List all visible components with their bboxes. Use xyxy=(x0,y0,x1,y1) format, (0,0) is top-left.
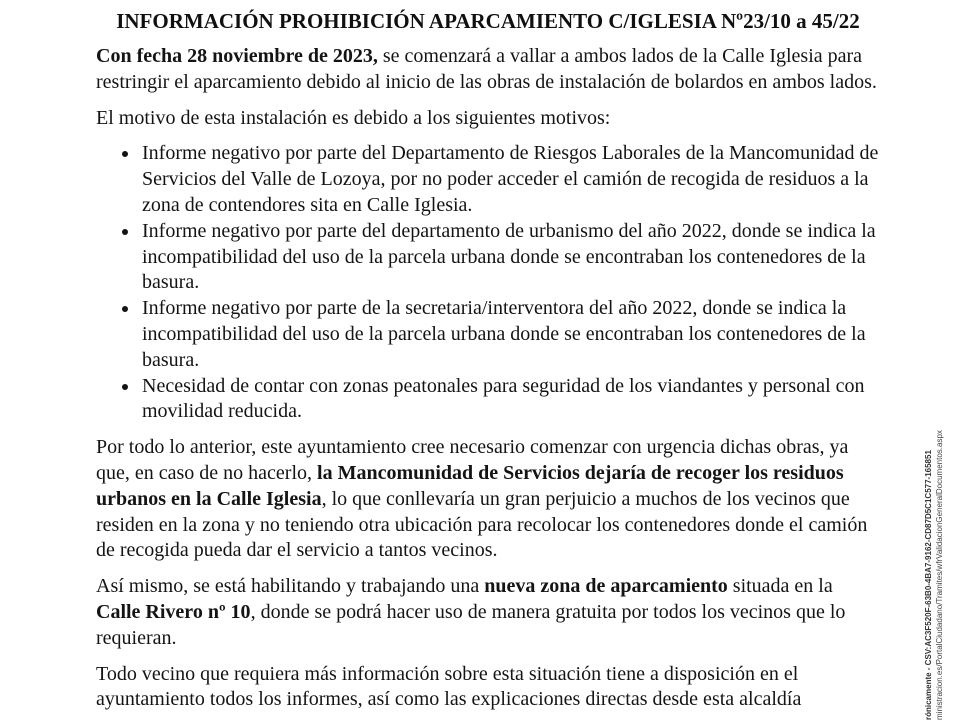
text-segment: Informe negativo por parte del Departamento de Riesgos Laborales de la Mancomunidad de Servicios del Valle de Lozoya, por no poder acceder el camión de recogida de residuos a la zona de contendores sita en Calle Iglesia. xyxy=(142,142,879,216)
consequences-paragraph xyxy=(96,435,880,564)
list-item xyxy=(140,296,880,373)
text-segment: El motivo de esta instalación es debido a los siguientes motivos: xyxy=(96,106,611,129)
more-info-paragraph xyxy=(96,662,880,714)
text-segment: nueva zona de aparcamiento xyxy=(484,575,728,598)
document-title: INFORMACIÓN PROHIBICIÓN APARCAMIENTO C/IGLESIA Nº23/10 a 45/22 xyxy=(116,9,860,33)
text-segment: , lo que conllevaría un gran perjuicio a muchos de los vecinos que residen en la zona y no teniendo otra ubicación para recolocar los contenedores donde el camión de recogida pueda dar el servicio a tantos vecinos. xyxy=(96,487,868,562)
text-segment: situada en la xyxy=(727,575,833,598)
text-segment: , donde se podrá hacer uso de manera gratuita por todos los vecinos que lo requieran. xyxy=(96,600,846,649)
verification-url-line: ministracion.es/PortalCiudadano/Tramites/wfrValidacionGeneralDocumentos.aspx xyxy=(934,430,944,720)
text-segment: Informe negativo por parte del departamento de urbanismo del año 2022, donde se indica la incompatibilidad del uso de la parcela urbana donde se encontraban los contenedores de la basura. xyxy=(142,219,876,294)
text-segment: Por todo lo anterior, este ayuntamiento cree necesario comenzar con urgencia dichas obras, ya que, en caso de no hacerlo, xyxy=(96,436,849,484)
text-segment: Todo vecino que requiera más información sobre esta situación tiene a disposición en el ayuntamiento todos los informes, así como las explicaciones directas desde esta alcaldía xyxy=(96,662,802,711)
verification-footer xyxy=(924,430,945,720)
text-segment: Con fecha 28 noviembre de 2023, xyxy=(96,45,378,67)
text-segment: la Mancomunidad de Servicios dejaría de recoger los residuos urbanos en la Calle Iglesia xyxy=(96,461,844,510)
list-item xyxy=(140,141,880,218)
text-segment: se comenzará a vallar a ambos lados de la Calle Iglesia para restringir el aparcamiento debido al inicio de las obras de instalación de bolardos en ambos lados. xyxy=(96,45,877,93)
reasons-list xyxy=(96,141,880,425)
new-parking-paragraph xyxy=(96,574,880,651)
list-item xyxy=(140,374,880,426)
intro-paragraph xyxy=(96,44,880,96)
text-segment: Necesidad de contar con zonas peatonales para seguridad de los viandantes y personal con movilidad reducida. xyxy=(142,374,865,423)
text-segment: Calle Rivero nº 10 xyxy=(96,600,251,623)
list-item xyxy=(140,219,880,296)
csv-code-line: rónicamente - CSV:AC3F520F-63B0-4BA7-9162-CD87D5C1C577-165851 xyxy=(924,450,933,720)
motivos-intro-paragraph xyxy=(96,106,880,132)
text-segment: Informe negativo por parte de la secretaria/interventora del año 2022, donde se indica la incompatibilidad del uso de la parcela urbana donde se encontraban los contenedores de la basura. xyxy=(142,297,866,371)
text-segment: Así mismo, se está habilitando y trabajando una xyxy=(96,575,485,598)
